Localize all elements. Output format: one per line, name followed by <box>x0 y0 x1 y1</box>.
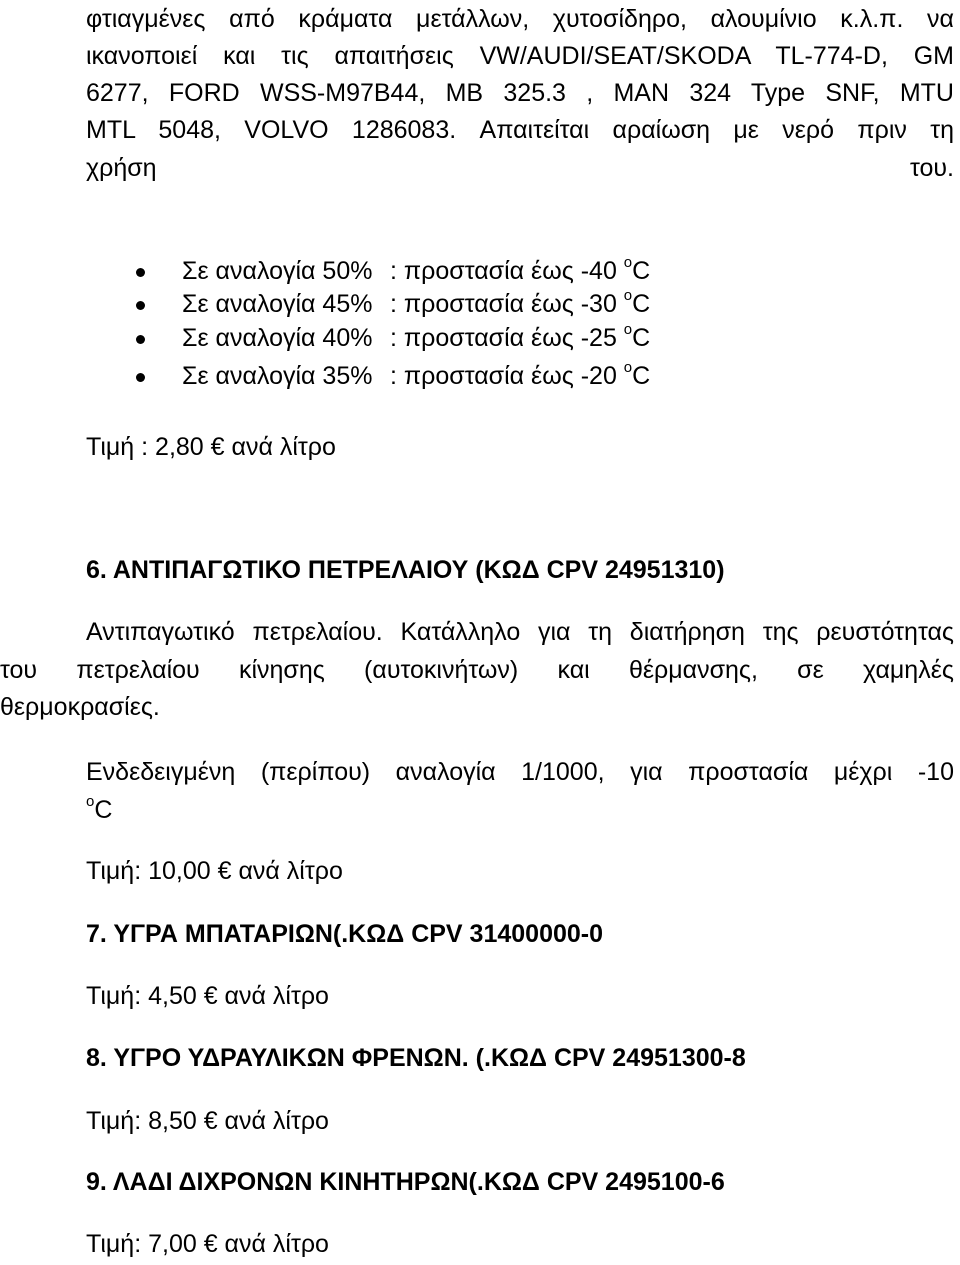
word: (αυτοκινήτων) <box>364 656 519 684</box>
section-8-price: Τιμή: 8,50 € ανά λίτρο <box>86 1107 329 1135</box>
intro-line-3: 6277, FORD WSS-M97B44, MB 325.3 , MAN 324 Type SNF, MTU <box>86 79 954 107</box>
section-6-desc-line-2 <box>0 655 954 685</box>
bullet-icon <box>136 335 145 344</box>
section-6-price: Τιμή: 10,00 € ανά λίτρο <box>86 857 343 885</box>
degree-symbol: ο <box>623 359 633 376</box>
intro-word-xrisi: χρήση <box>86 154 157 182</box>
degree-symbol: ο <box>623 321 633 338</box>
intro-line-2: ικανοποιεί και τις απαιτήσεις VW/AUDI/SEAT/SKODA TL-774-D, GM <box>86 42 954 70</box>
bullet-icon <box>136 373 145 382</box>
section-7-price: Τιμή: 4,50 € ανά λίτρο <box>86 982 329 1010</box>
section-6-desc-line-1: Αντιπαγωτικό πετρελαίου. Κατάλληλο για τη διατήρηση της ρευστότητας <box>86 618 954 646</box>
ratio-protection: : προστασία έως -25 $^o$C <box>390 321 651 352</box>
word: πετρελαίου <box>76 656 200 684</box>
ratio-label: Σε αναλογία 45% <box>182 290 373 318</box>
degree-symbol: ο <box>86 793 95 810</box>
ratio-label: Σε αναλογία 40% <box>182 324 373 352</box>
price-antifreeze: Τιμή : 2,80 € ανά λίτρο <box>86 433 336 461</box>
section-9-heading: 9. ΛΑΔΙ ΔΙΧΡΟΝΩΝ ΚΙΝΗΤΗΡΩΝ(.ΚΩΔ CPV 2495100-6 <box>86 1168 725 1196</box>
bullet-icon <box>136 268 145 277</box>
degree-symbol: ο <box>623 254 633 271</box>
word: σε <box>797 656 824 684</box>
intro-word-tou: του. <box>909 154 954 182</box>
section-9-price: Τιμή: 7,00 € ανά λίτρο <box>86 1230 329 1258</box>
degree-symbol: ο <box>623 287 633 304</box>
intro-line-4: MTL 5048, VOLVO 1286083. Απαιτείται αραίωση με νερό πριν τη <box>86 116 954 144</box>
section-6-heading: 6. ΑΝΤΙΠΑΓΩΤΙΚΟ ΠΕΤΡΕΛΑΙΟΥ (ΚΩΔ CPV 24951310) <box>86 556 725 584</box>
section-7-heading: 7. ΥΓΡΑ ΜΠΑΤΑΡΙΩΝ(.ΚΩΔ CPV 31400000-0 <box>86 920 604 948</box>
section-6-desc-line-3: θερμοκρασίες. <box>0 693 160 721</box>
word: κίνησης <box>238 656 325 684</box>
section-6-dosage-line-1: Ενδεδειγμένη (περίπου) αναλογία 1/1000, για προστασία μέχρι -10 <box>86 758 954 786</box>
word: και <box>557 656 590 684</box>
bullet-icon <box>136 301 145 310</box>
intro-line-5 <box>86 153 954 183</box>
ratio-protection: : προστασία έως -20 $^o$C <box>390 359 651 390</box>
section-6-dosage-line-2: $^o$C <box>86 793 113 824</box>
ratio-protection: : προστασία έως -30 $^o$C <box>390 287 651 318</box>
intro-line-1: φτιαγμένες από κράματα μετάλλων, χυτοσίδηρο, αλουμίνιο κ.λ.π. να <box>86 5 954 33</box>
word: θέρμανσης, <box>628 656 758 684</box>
ratio-protection: : προστασία έως -40 $^o$C <box>390 254 651 285</box>
word: χαμηλές <box>863 656 954 684</box>
section-8-heading: 8. ΥΓΡΟ ΥΔΡΑΥΛΙΚΩΝ ΦΡΕΝΩΝ. (.ΚΩΔ CPV 24951300-8 <box>86 1044 746 1072</box>
ratio-label: Σε αναλογία 50% <box>182 257 373 285</box>
ratio-label: Σε αναλογία 35% <box>182 362 373 390</box>
word: του <box>0 656 38 684</box>
